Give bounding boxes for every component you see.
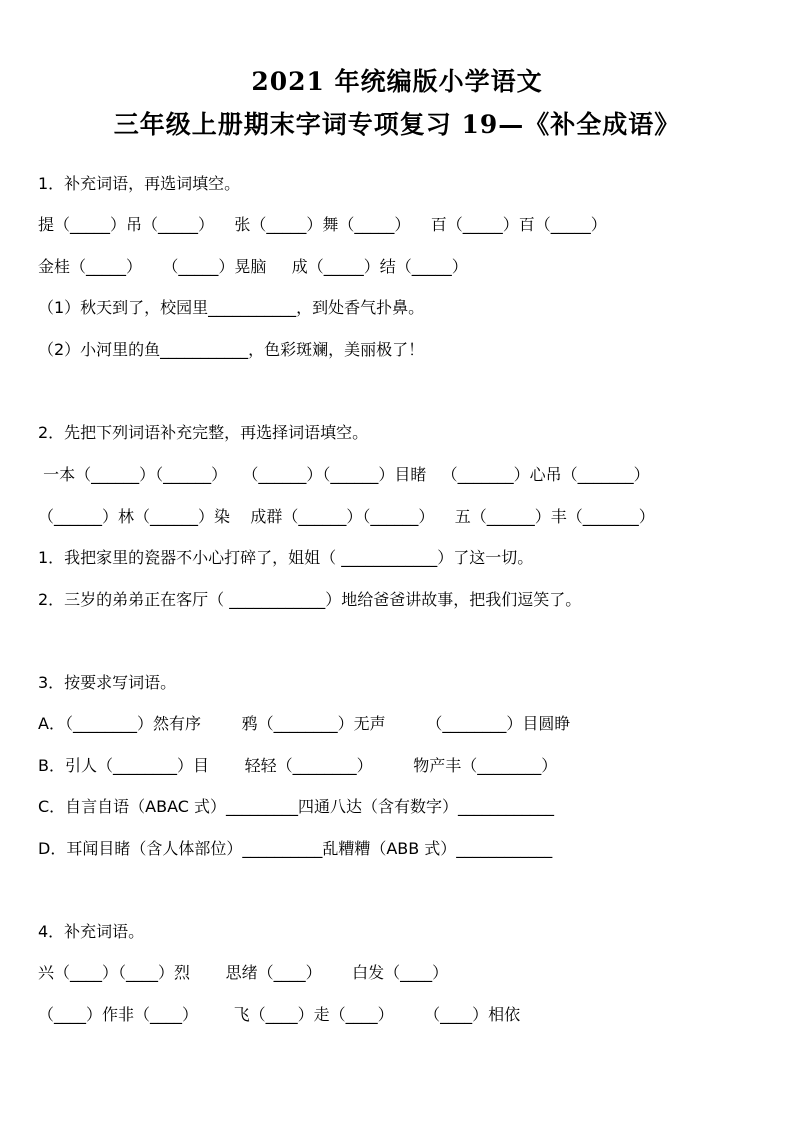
q2-row1: 一本（______）（______） （______）（______）目睹 （_______）心吊（_______） (38, 465, 650, 484)
q3-item-b: B．引人（________）目 轻轻（________） 物产丰（________） (38, 756, 558, 775)
q4-row2: （____）作非（____） 飞（____）走（____） （____）相依 (38, 1005, 521, 1024)
q3-heading: 3．按要求写词语。 (38, 673, 177, 692)
q1-heading: 1．补充词语，再选词填空。 (38, 174, 241, 193)
q2-heading: 2．先把下列词语补充完整，再选择词语填空。 (38, 423, 369, 442)
q2-sentence1: 1．我把家里的瓷器不小心打碎了，姐姐（ ____________）了这一切。 (38, 548, 534, 567)
q2-row2: （______）林（______）染 成群（______）（______） 五（______）丰（_______） (38, 507, 655, 526)
q4-row1: 兴（____）（____）烈 思绪（____） 白发（____） (38, 963, 449, 982)
q3-item-d: D．耳闻目睹（含人体部位）__________乱糟糟（ABB 式）____________ (38, 839, 553, 858)
page-title: 2021 年统编版小学语文 (251, 67, 543, 96)
q4-heading: 4．补充词语。 (38, 922, 145, 941)
q3-item-c: C．自言自语（ABAC 式）_________四通八达（含有数字）____________ (38, 797, 555, 816)
q1-row1: 提（_____）吊（_____） 张（_____）舞（_____） 百（_____）百（_____） (38, 215, 607, 234)
q1-sentence1: （1）秋天到了，校园里___________，到处香气扑鼻。 (38, 298, 425, 317)
q1-row2: 金桂（_____） （_____）晃脑 成（_____）结（_____） (38, 257, 468, 276)
q1-sentence2: （2）小河里的鱼___________，色彩斑斓，美丽极了！ (38, 340, 425, 359)
page-subtitle: 三年级上册期末字词专项复习 19—《补全成语》 (113, 110, 681, 139)
q2-sentence2: 2．三岁的弟弟正在客厅（ ____________）地给爸爸讲故事，把我们逗笑了。 (38, 590, 582, 609)
q3-item-a: A．（________）然有序 鸦（________）无声 （________）目圆睁 (38, 714, 571, 733)
